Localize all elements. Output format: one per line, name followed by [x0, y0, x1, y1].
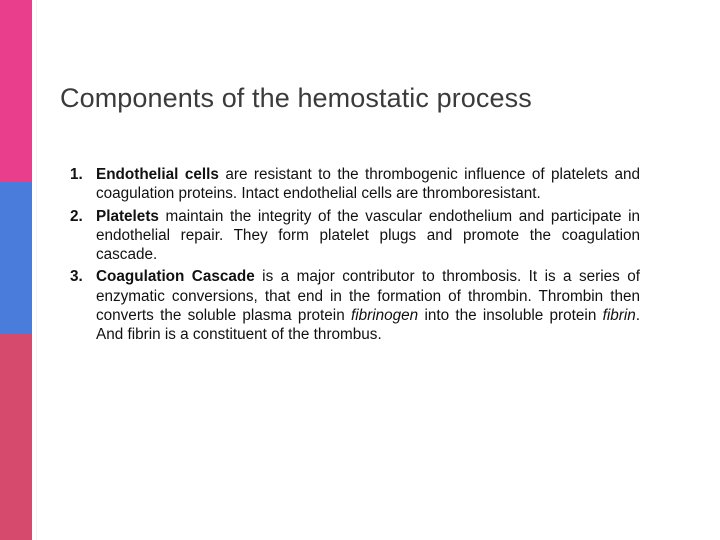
- list-number: 2.: [70, 207, 83, 225]
- component-list: [60, 165, 640, 348]
- list-number: 3.: [70, 268, 83, 286]
- list-text: are resistant to the thrombogenic influence of platelets and coagulation proteins. Intact endothelial cells are thromboresistant.: [96, 166, 640, 203]
- list-text: . And fibrin is a constituent of the thrombus.: [96, 307, 640, 344]
- list-item-endothelial-cells: [60, 165, 640, 204]
- list-text: into the insoluble protein: [418, 307, 603, 325]
- accent-bar-pink: [0, 0, 32, 182]
- accent-bar-rose: [0, 334, 32, 540]
- list-term: Platelets: [96, 207, 159, 225]
- list-emphasis-fibrinogen: fibrinogen: [350, 307, 419, 325]
- list-item-coagulation-cascade: [60, 267, 640, 344]
- accent-bar-blue: [0, 182, 32, 334]
- list-term: Endothelial cells: [96, 166, 219, 183]
- sidebar-divider: [36, 0, 37, 540]
- list-term: Coagulation Cascade: [96, 268, 255, 286]
- list-item-platelets: [60, 207, 640, 265]
- list-text: maintain the integrity of the vascular endothelium and participate in endothelial repair. They form platelet plugs and promote the coagulation cascade.: [96, 207, 640, 264]
- slide-title: Components of the hemostatic process: [60, 83, 532, 113]
- accent-sidebar: [0, 0, 32, 540]
- list-emphasis-fibrin: fibrin: [602, 307, 636, 325]
- list-text: is a major contributor to thrombosis. It is a series of enzymatic conversions, that end in the formation of thrombin. Thrombin then converts the soluble plasma protein: [96, 268, 640, 325]
- list-number: 1.: [70, 166, 83, 183]
